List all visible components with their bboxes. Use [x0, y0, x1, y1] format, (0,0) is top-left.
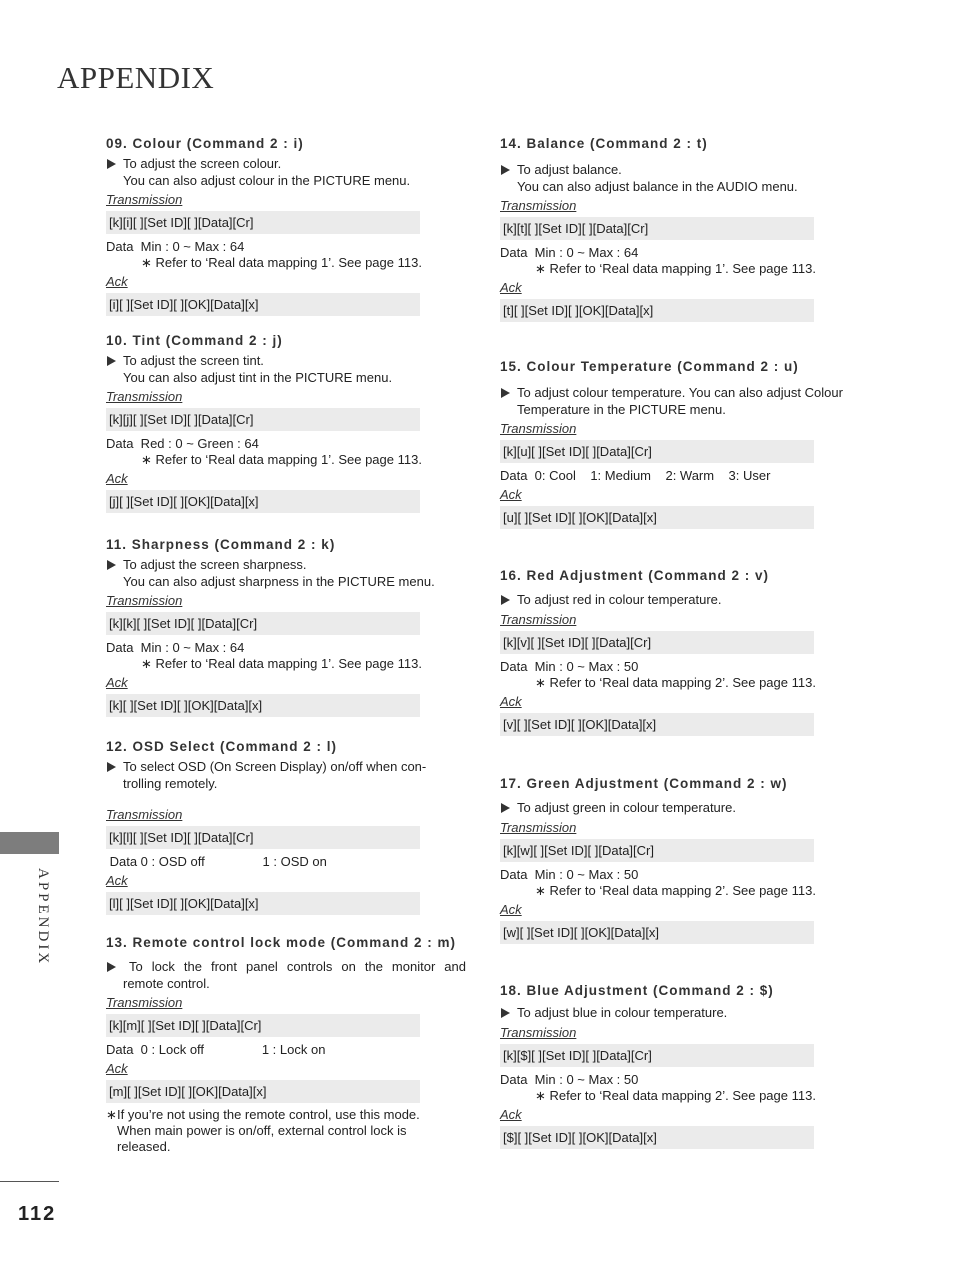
triangle-right-icon — [107, 159, 116, 169]
section-title: 15. Colour Temperature (Command 2 : u) — [500, 359, 799, 374]
transmission-label: Transmission — [106, 192, 183, 207]
footnote-line: released. — [117, 1139, 171, 1154]
data-range: Data Min : 0 ~ Max : 50 — [500, 658, 639, 674]
section-title: 17. Green Adjustment (Command 2 : w) — [500, 776, 788, 791]
description — [500, 800, 875, 817]
description-line: To adjust the screen tint. — [123, 353, 264, 368]
data-range: Data Min : 0 ~ Max : 64 — [106, 640, 245, 655]
side-section-label: APPENDIX — [35, 868, 51, 967]
data-reference: ∗ Refer to ‘Real data mapping 2’. See page 113. — [535, 882, 816, 898]
section-17-green-adjustment — [500, 775, 875, 947]
page-number-rule — [0, 1181, 59, 1182]
transmission-label: Transmission — [106, 593, 183, 608]
side-tab-marker — [0, 832, 59, 854]
transmission-code: [k][v][ ][Set ID][ ][Data][Cr] — [500, 631, 814, 654]
section-title: 18. Blue Adjustment (Command 2 : $) — [500, 983, 774, 998]
triangle-right-icon — [501, 803, 510, 813]
data-reference: ∗ Refer to ‘Real data mapping 1’. See page 113. — [141, 656, 422, 671]
section-18-blue-adjustment — [500, 982, 875, 1152]
section-12-osd-select — [106, 738, 466, 918]
transmission-label: Transmission — [106, 807, 183, 822]
ack-code: [j][ ][Set ID][ ][OK][Data][x] — [106, 490, 420, 513]
description-line: To select OSD (On Screen Display) on/off when con- — [123, 759, 427, 774]
transmission-code: [k][t][ ][Set ID][ ][Data][Cr] — [500, 217, 814, 240]
description-line: To adjust red in colour temperature. — [517, 592, 722, 607]
page-title: APPENDIX — [57, 60, 215, 95]
ack-label: Ack — [106, 1061, 128, 1076]
section-14-balance — [500, 135, 875, 325]
triangle-right-icon — [107, 356, 116, 366]
ack-label: Ack — [106, 274, 128, 289]
ack-code: [u][ ][Set ID][ ][OK][Data][x] — [500, 506, 814, 529]
ack-label: Ack — [500, 1106, 522, 1122]
section-title: 13. Remote control lock mode (Command 2 : m) — [106, 935, 457, 950]
description-line: To adjust the screen colour. — [123, 156, 282, 171]
description-line: Temperature in the PICTURE menu. — [517, 401, 726, 417]
ack-label: Ack — [500, 693, 522, 709]
description-line: To adjust colour temperature. You can also adjust Colour — [517, 385, 843, 400]
transmission-code: [k][m][ ][Set ID][ ][Data][Cr] — [106, 1014, 420, 1037]
description — [106, 156, 466, 189]
section-10-tint — [106, 332, 466, 516]
description-line: remote control. — [123, 975, 210, 991]
description — [500, 162, 875, 195]
footnote-line: If you’re not using the remote control, use this mode. — [117, 1107, 420, 1122]
ack-label: Ack — [500, 487, 522, 502]
section-title: 14. Balance (Command 2 : t) — [500, 136, 708, 151]
data-reference: ∗ Refer to ‘Real data mapping 1’. See page 113. — [141, 452, 422, 467]
transmission-code: [k][w][ ][Set ID][ ][Data][Cr] — [500, 839, 814, 862]
data-reference: ∗ Refer to ‘Real data mapping 2’. See page 113. — [535, 1087, 816, 1103]
data-values: Data 0: Cool 1: Medium 2: Warm 3: User — [500, 468, 771, 483]
ack-label: Ack — [106, 471, 128, 486]
footnote — [106, 1107, 466, 1155]
triangle-right-icon — [501, 388, 510, 398]
ack-code: [$][ ][Set ID][ ][OK][Data][x] — [500, 1126, 814, 1149]
triangle-right-icon — [501, 595, 510, 605]
description-line: To adjust the screen sharpness. — [123, 557, 307, 572]
description-line: You can also adjust colour in the PICTURE menu. — [123, 172, 411, 188]
description — [106, 353, 466, 386]
description-line: You can also adjust balance in the AUDIO menu. — [517, 178, 798, 194]
asterisk: ∗ — [106, 1107, 117, 1122]
data-range: Data Red : 0 ~ Green : 64 — [106, 436, 259, 451]
description — [500, 592, 875, 609]
transmission-code: [k][i][ ][Set ID][ ][Data][Cr] — [106, 211, 420, 234]
ack-code: [m][ ][Set ID][ ][OK][Data][x] — [106, 1080, 420, 1103]
section-11-sharpness — [106, 536, 466, 720]
transmission-label: Transmission — [106, 995, 183, 1010]
section-title: 09. Colour (Command 2 : i) — [106, 136, 304, 151]
description-line: To lock the front panel controls on the monitor and — [129, 959, 466, 974]
transmission-code: [k][u][ ][Set ID][ ][Data][Cr] — [500, 440, 814, 463]
triangle-right-icon — [501, 1008, 510, 1018]
triangle-right-icon — [501, 165, 510, 175]
data-values: Data 0 : OSD off 1 : OSD on — [106, 854, 327, 869]
description — [106, 557, 466, 590]
transmission-code: [k][k][ ][Set ID][ ][Data][Cr] — [106, 612, 420, 635]
description-line: To adjust blue in colour temperature. — [517, 1005, 728, 1020]
page-number: 112 — [18, 1203, 57, 1225]
ack-code: [t][ ][Set ID][ ][OK][Data][x] — [500, 299, 814, 322]
description-line: trolling remotely. — [123, 775, 218, 791]
description — [500, 1005, 875, 1022]
section-title: 11. Sharpness (Command 2 : k) — [106, 537, 336, 552]
description — [106, 959, 466, 992]
section-09-colour — [106, 135, 466, 319]
footnote-line: When main power is on/off, external control lock is — [117, 1123, 407, 1138]
data-reference: ∗ Refer to ‘Real data mapping 1’. See page 113. — [141, 255, 422, 270]
triangle-right-icon — [107, 962, 116, 972]
data-range: Data Min : 0 ~ Max : 50 — [500, 866, 639, 882]
data-range: Data Min : 0 ~ Max : 50 — [500, 1071, 639, 1087]
ack-label: Ack — [106, 675, 128, 690]
ack-label: Ack — [500, 280, 522, 295]
section-title: 16. Red Adjustment (Command 2 : v) — [500, 568, 770, 583]
transmission-code: [k][j][ ][Set ID][ ][Data][Cr] — [106, 408, 420, 431]
ack-label: Ack — [106, 873, 128, 888]
transmission-label: Transmission — [500, 198, 577, 213]
section-title: 12. OSD Select (Command 2 : l) — [106, 739, 338, 754]
data-reference: ∗ Refer to ‘Real data mapping 1’. See page 113. — [535, 261, 816, 276]
ack-code: [i][ ][Set ID][ ][OK][Data][x] — [106, 293, 420, 316]
ack-code: [w][ ][Set ID][ ][OK][Data][x] — [500, 921, 814, 944]
section-title: 10. Tint (Command 2 : j) — [106, 333, 283, 348]
transmission-code: [k][l][ ][Set ID][ ][Data][Cr] — [106, 826, 420, 849]
description-line: To adjust balance. — [517, 162, 622, 177]
ack-code: [l][ ][Set ID][ ][OK][Data][x] — [106, 892, 420, 915]
data-range: Data Min : 0 ~ Max : 64 — [500, 245, 639, 260]
ack-code: [k][ ][Set ID][ ][OK][Data][x] — [106, 694, 420, 717]
transmission-label: Transmission — [500, 1024, 577, 1040]
transmission-label: Transmission — [500, 611, 577, 627]
ack-code: [v][ ][Set ID][ ][OK][Data][x] — [500, 713, 814, 736]
triangle-right-icon — [107, 560, 116, 570]
transmission-label: Transmission — [106, 389, 183, 404]
ack-label: Ack — [500, 901, 522, 917]
section-16-red-adjustment — [500, 567, 875, 739]
transmission-label: Transmission — [500, 421, 577, 436]
description — [500, 385, 875, 418]
description-line: You can also adjust tint in the PICTURE menu. — [123, 369, 393, 385]
section-15-colour-temperature — [500, 358, 875, 532]
triangle-right-icon — [107, 762, 116, 772]
transmission-code: [k][$][ ][Set ID][ ][Data][Cr] — [500, 1044, 814, 1067]
description — [106, 759, 466, 792]
transmission-label: Transmission — [500, 819, 577, 835]
data-range: Data Min : 0 ~ Max : 64 — [106, 239, 245, 254]
description-line: You can also adjust sharpness in the PICTURE menu. — [123, 573, 435, 589]
data-reference: ∗ Refer to ‘Real data mapping 2’. See page 113. — [535, 674, 816, 690]
section-13-remote-lock — [106, 934, 466, 1155]
description-line: To adjust green in colour temperature. — [517, 800, 736, 815]
data-values: Data 0 : Lock off 1 : Lock on — [106, 1042, 326, 1057]
